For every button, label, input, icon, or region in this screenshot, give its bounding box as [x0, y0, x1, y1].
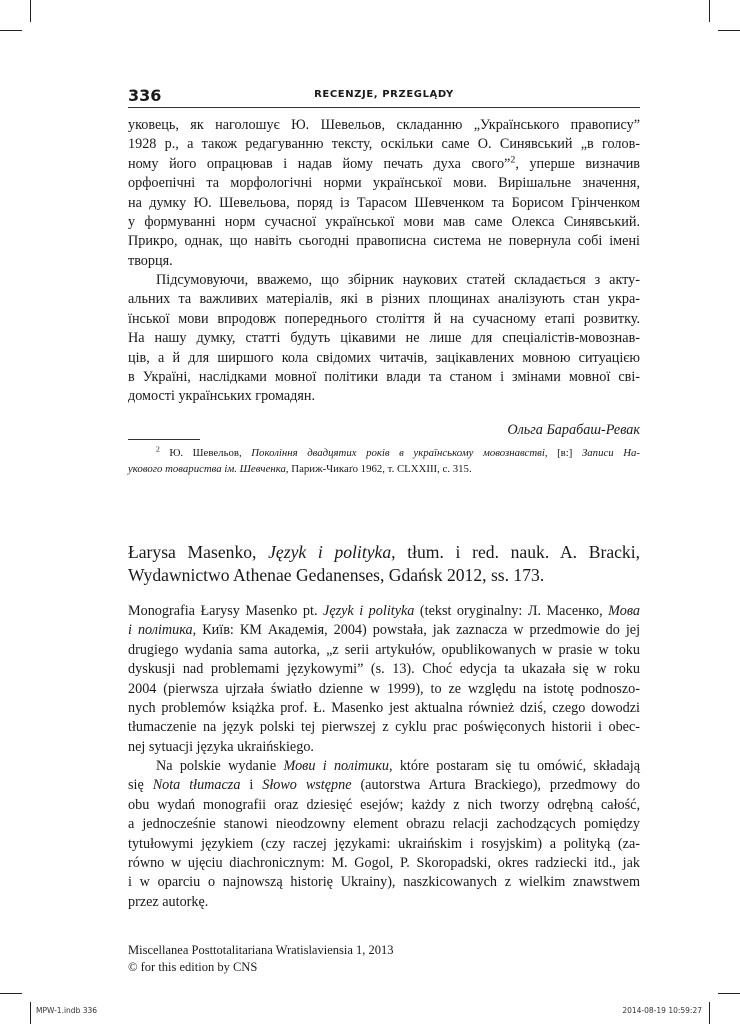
- crop-mark: [709, 0, 710, 22]
- text-line: альних та важливих матеріалів, які в різних площинах аналізують стан укра-: [128, 291, 640, 308]
- text-line: в Україні, наслідками мовної політики влади та станом і змінами мовної сві-: [128, 368, 640, 385]
- crop-mark: [30, 0, 31, 22]
- text-line: їнської мови впродовж попереднього століття й на сучасному етапі розвитку.: [128, 310, 640, 327]
- text-line: tłumaczenie na język polski tej pierwszej z cyklu prac poświęconych historii i obec-: [128, 719, 640, 736]
- text-line: a jednocześnie stanowi nieodzowny element obrazu relacji zachodzących pomiędzy: [128, 816, 640, 833]
- footnote-line: $^2$ Ю. Шевельов, Покоління двадцятих років в українському мовознавстві, [в:] Записи На-: [156, 444, 641, 459]
- paragraph-monograph: [128, 602, 640, 757]
- paragraph-contents: [128, 757, 640, 912]
- text-line: уковець, як наголошує Ю. Шевельов, складанню „Українського правопису”: [128, 117, 640, 133]
- text-line: się Nota tłumacza i Słowo wstępne (autorstwa Artura Brackiego), przedmowy do: [128, 777, 640, 794]
- publication-footer: [128, 942, 394, 976]
- footnote-ref[interactable]: 2: [510, 154, 516, 166]
- journal-citation: Miscellanea Posttotalitariana Wratislaviensia 1, 2013: [128, 943, 394, 957]
- text-line: tytułowymi językiem (czy raczej językami: ukraińskim i rosyjskim) a polityką (za-: [128, 835, 640, 852]
- text-line: 1928 р., а також редагуванню тексту, оскільки саме О. Синявський „в голов-: [128, 136, 640, 153]
- heading-line: Łarysa Masenko, Język i polityka, tłum. i red. nauk. A. Bracki,: [128, 542, 641, 562]
- text-line: i w oparciu o najnowszą historię Ukrainy), naszkicowanych z wielkim znawstwem: [128, 874, 640, 891]
- header-rule: [128, 107, 640, 108]
- text-line: На нашу думку, статті будуть цікавими не лише для спеціалістів-мовознав-: [128, 330, 640, 347]
- page-header: [128, 86, 640, 106]
- footnote-line: укового товариства ім. Шевченка, Париж-Чикаґо 1962, т. CLXXIII, с. 315.: [128, 462, 472, 475]
- text-line: przez autorkę.: [128, 893, 209, 910]
- text-line: nej sytuacji języka ukraińskiego.: [128, 738, 314, 755]
- footnote: [128, 446, 640, 477]
- crop-mark: [709, 1002, 710, 1024]
- page-number: 336: [128, 86, 162, 105]
- crop-mark: [718, 30, 740, 31]
- text-line: орфоепічні та морфологічні норми української мови. Вирішальне значення,: [128, 175, 640, 192]
- signature-name: Ольга Барабаш-Ревак: [507, 422, 640, 438]
- review-heading: [128, 541, 640, 587]
- text-line: ців, а й для ширшого кола свідомих читачів, зацікавлених мовною ситуацією: [128, 349, 640, 366]
- text-line: nych problemów książka prof. Ł. Masenko jest aktualna również dziś, czego dowodzi: [128, 699, 640, 716]
- review-signature: [128, 421, 640, 440]
- slug-timestamp: 2014-08-19 10:59:27: [622, 1006, 702, 1015]
- text-line: і політика, Київ: КМ Академія, 2004) powstała, jak zaznacza w przedmowie do jej: [128, 622, 641, 639]
- text-line: Na polskie wydanie Мови і політики, które postaram się tu omówić, składają: [156, 758, 640, 774]
- heading-line: Wydawnictwo Athenae Gedanenses, Gdańsk 2012, ss. 173.: [128, 565, 545, 585]
- text-line: obu wydań monografii oraz dziesięć esejów; każdy z nich tworzy odrębną całość,: [128, 796, 640, 813]
- crop-mark: [0, 30, 22, 31]
- text-line: Monografia Łarysy Masenko pt. Język i polityka (tekst oryginalny: Л. Масенко, Мова: [128, 603, 640, 619]
- text-line: równo w ujęciu diachronicznym: M. Gogol, P. Skoropadski, okres radziecki itd., jak: [128, 854, 640, 871]
- text-line: домості українських громадян.: [128, 388, 316, 405]
- text-line: dyskusji nad problemami językowymi” (s. 13). Choć edycja ta ukazała się w roku: [128, 661, 640, 678]
- text-line: творця.: [128, 252, 173, 269]
- text-line: на думку Ю. Шевельова, поряд із Тарасом Шевченком та Борисом Грінченком: [128, 194, 640, 211]
- text-line: Прикро, однак, що навіть сьогодні правописна система не повернула собі імені: [128, 233, 640, 250]
- text-line: 2004 (pierwsza ujrzała światło dzienne w 1999), to ze względu na istotę podnoszo-: [128, 680, 640, 697]
- text-line: drugiego wydania sama autorka, „z serii artykułów, opublikowanych w prasie w toku: [128, 641, 640, 658]
- text-line: Підсумовуючи, вважемо, що збірник наукових статей складається з акту-: [156, 272, 640, 288]
- text-line: у формуванні норм сучасної української мови мав саме Олекса Синявський.: [128, 213, 640, 230]
- text-line: ному його опрацював і надав йому печать духа свого”$^2$, уперше визначив: [128, 154, 640, 172]
- copyright-line: © for this edition by CNS: [128, 960, 258, 974]
- footnote-rule: [128, 439, 200, 440]
- paragraph-summary: [128, 271, 640, 407]
- running-head: RECENZJE, PRZEGLĄDY: [314, 89, 454, 100]
- crop-mark: [718, 993, 740, 994]
- paragraph-continued: [128, 116, 640, 271]
- slug-filename: MPW-1.indb 336: [36, 1006, 98, 1015]
- crop-mark: [0, 993, 22, 994]
- footnote-number: 2: [156, 444, 160, 454]
- crop-mark: [30, 1002, 31, 1024]
